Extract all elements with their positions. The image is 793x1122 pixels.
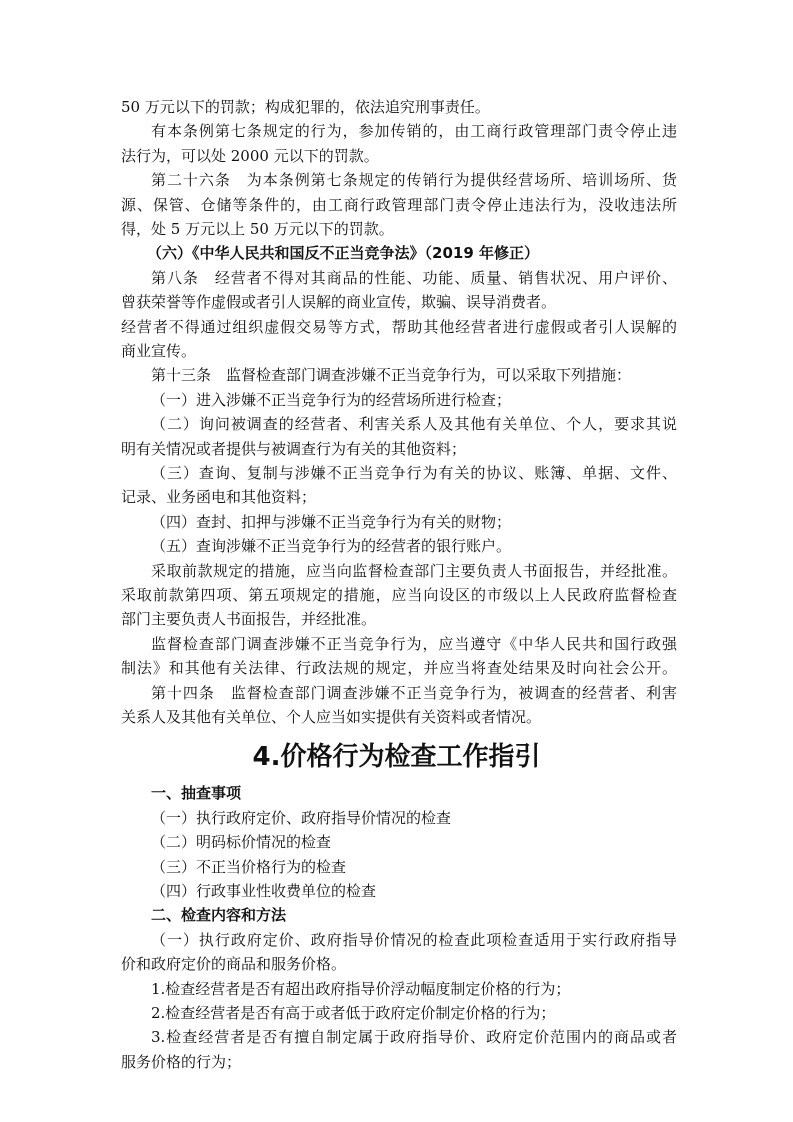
paragraph-line: 采取前款规定的措施，应当向监督检查部门主要负责人书面报告，并经批准。 <box>151 561 677 580</box>
paragraph-line: 明有关情况或者提供与被调查行为有关的其他资料； <box>121 439 467 458</box>
section-heading: 二、检查内容和方法 <box>151 906 287 925</box>
paragraph-line: 价和政府定价的商品和服务价格。 <box>121 955 347 974</box>
list-item: 3.检查经营者是否有擅自制定属于政府指导价、政府定价范围内的商品或者 <box>151 1028 677 1047</box>
chapter-title: 4.价格行为检查工作指引 <box>252 742 541 773</box>
paragraph-line: 商业宣传。 <box>121 342 197 360</box>
paragraph-line: 监督检查部门调查涉嫌不正当竞争行为，应当遵守《中华人民共和国行政强 <box>151 634 677 653</box>
list-item: （一）进入涉嫌不正当竞争行为的经营场所进行检查； <box>151 390 512 409</box>
paragraph-line: 50 万元以下的罚款；构成犯罪的，依法追究刑事责任。 <box>121 98 490 116</box>
paragraph-line: （一）执行政府定价、政府指导价情况的检查此项检查适用于实行政府指导 <box>151 930 677 949</box>
list-item: （一）执行政府定价、政府指导价情况的检查 <box>151 808 452 827</box>
list-item: （二）询问被调查的经营者、利害关系人及其他有关单位、个人，要求其说 <box>151 415 677 434</box>
paragraph-line: 第十四条 监督检查部门调查涉嫌不正当竞争行为，被调查的经营者、利害 <box>151 683 677 702</box>
paragraph-line: 曾获荣誉等作虚假或者引人误解的商业宣传，欺骗、误导消费者。 <box>121 293 557 312</box>
list-item: （四）查封、扣押与涉嫌不正当竞争行为有关的财物； <box>151 512 512 531</box>
paragraph-line: 采取前款第四项、第五项规定的措施，应当向设区的市级以上人民政府监督检查 <box>121 586 677 604</box>
paragraph-line: 部门主要负责人书面报告，并经批准。 <box>121 610 377 629</box>
paragraph-line: 第十三条 监督检查部门调查涉嫌不正当竞争行为，可以采取下列措施： <box>151 366 632 385</box>
list-item: （三）查询、复制与涉嫌不正当竞争行为有关的协议、账簿、单据、文件、 <box>151 464 677 482</box>
list-item: 2.检查经营者是否有高于或者低于政府定价制定价格的行为； <box>151 1004 556 1022</box>
list-item: （二）明码标价情况的检查 <box>151 833 332 852</box>
paragraph-line: 第八条 经营者不得对其商品的性能、功能、质量、销售状况、用户评价、 <box>151 268 677 287</box>
list-item: （五）查询涉嫌不正当竞争行为的经营者的银行账户。 <box>151 537 512 556</box>
paragraph-line: 记录、业务函电和其他资料； <box>121 488 317 507</box>
paragraph-line: 得，处 5 万元以上 50 万元以下的罚款。 <box>121 220 394 238</box>
paragraph-line: 第二十六条 为本条例第七条规定的传销行为提供经营场所、培训场所、货 <box>151 171 677 190</box>
paragraph-line: 服务价格的行为； <box>121 1052 242 1071</box>
paragraph-line: 法行为，可以处 2000 元以下的罚款。 <box>121 146 379 165</box>
paragraph-line: 关系人及其他有关单位、个人应当如实提供有关资料或者情况。 <box>121 708 542 726</box>
list-item: 1.检查经营者是否有超出政府指导价浮动幅度制定价格的行为； <box>151 979 571 998</box>
paragraph-line: 源、保管、仓储等条件的，由工商行政管理部门责令停止违法行为，没收违法所 <box>121 195 677 214</box>
paragraph-line: 制法》和其他有关法律、行政法规的规定，并应当将查处结果及时向社会公开。 <box>121 659 677 678</box>
list-item: （四）行政事业性收费单位的检查 <box>151 882 377 900</box>
paragraph-line: 有本条例第七条规定的行为，参加传销的，由工商行政管理部门责令停止违 <box>151 122 677 141</box>
section-heading: 一、抽查事项 <box>151 784 242 803</box>
law-title: （六）《中华人民共和国反不正当竞争法》（2019 年修正） <box>147 244 539 263</box>
paragraph-line: 经营者不得通过组织虚假交易等方式，帮助其他经营者进行虚假或者引人误解的 <box>121 317 677 336</box>
list-item: （三）不正当价格行为的检查 <box>151 857 347 876</box>
